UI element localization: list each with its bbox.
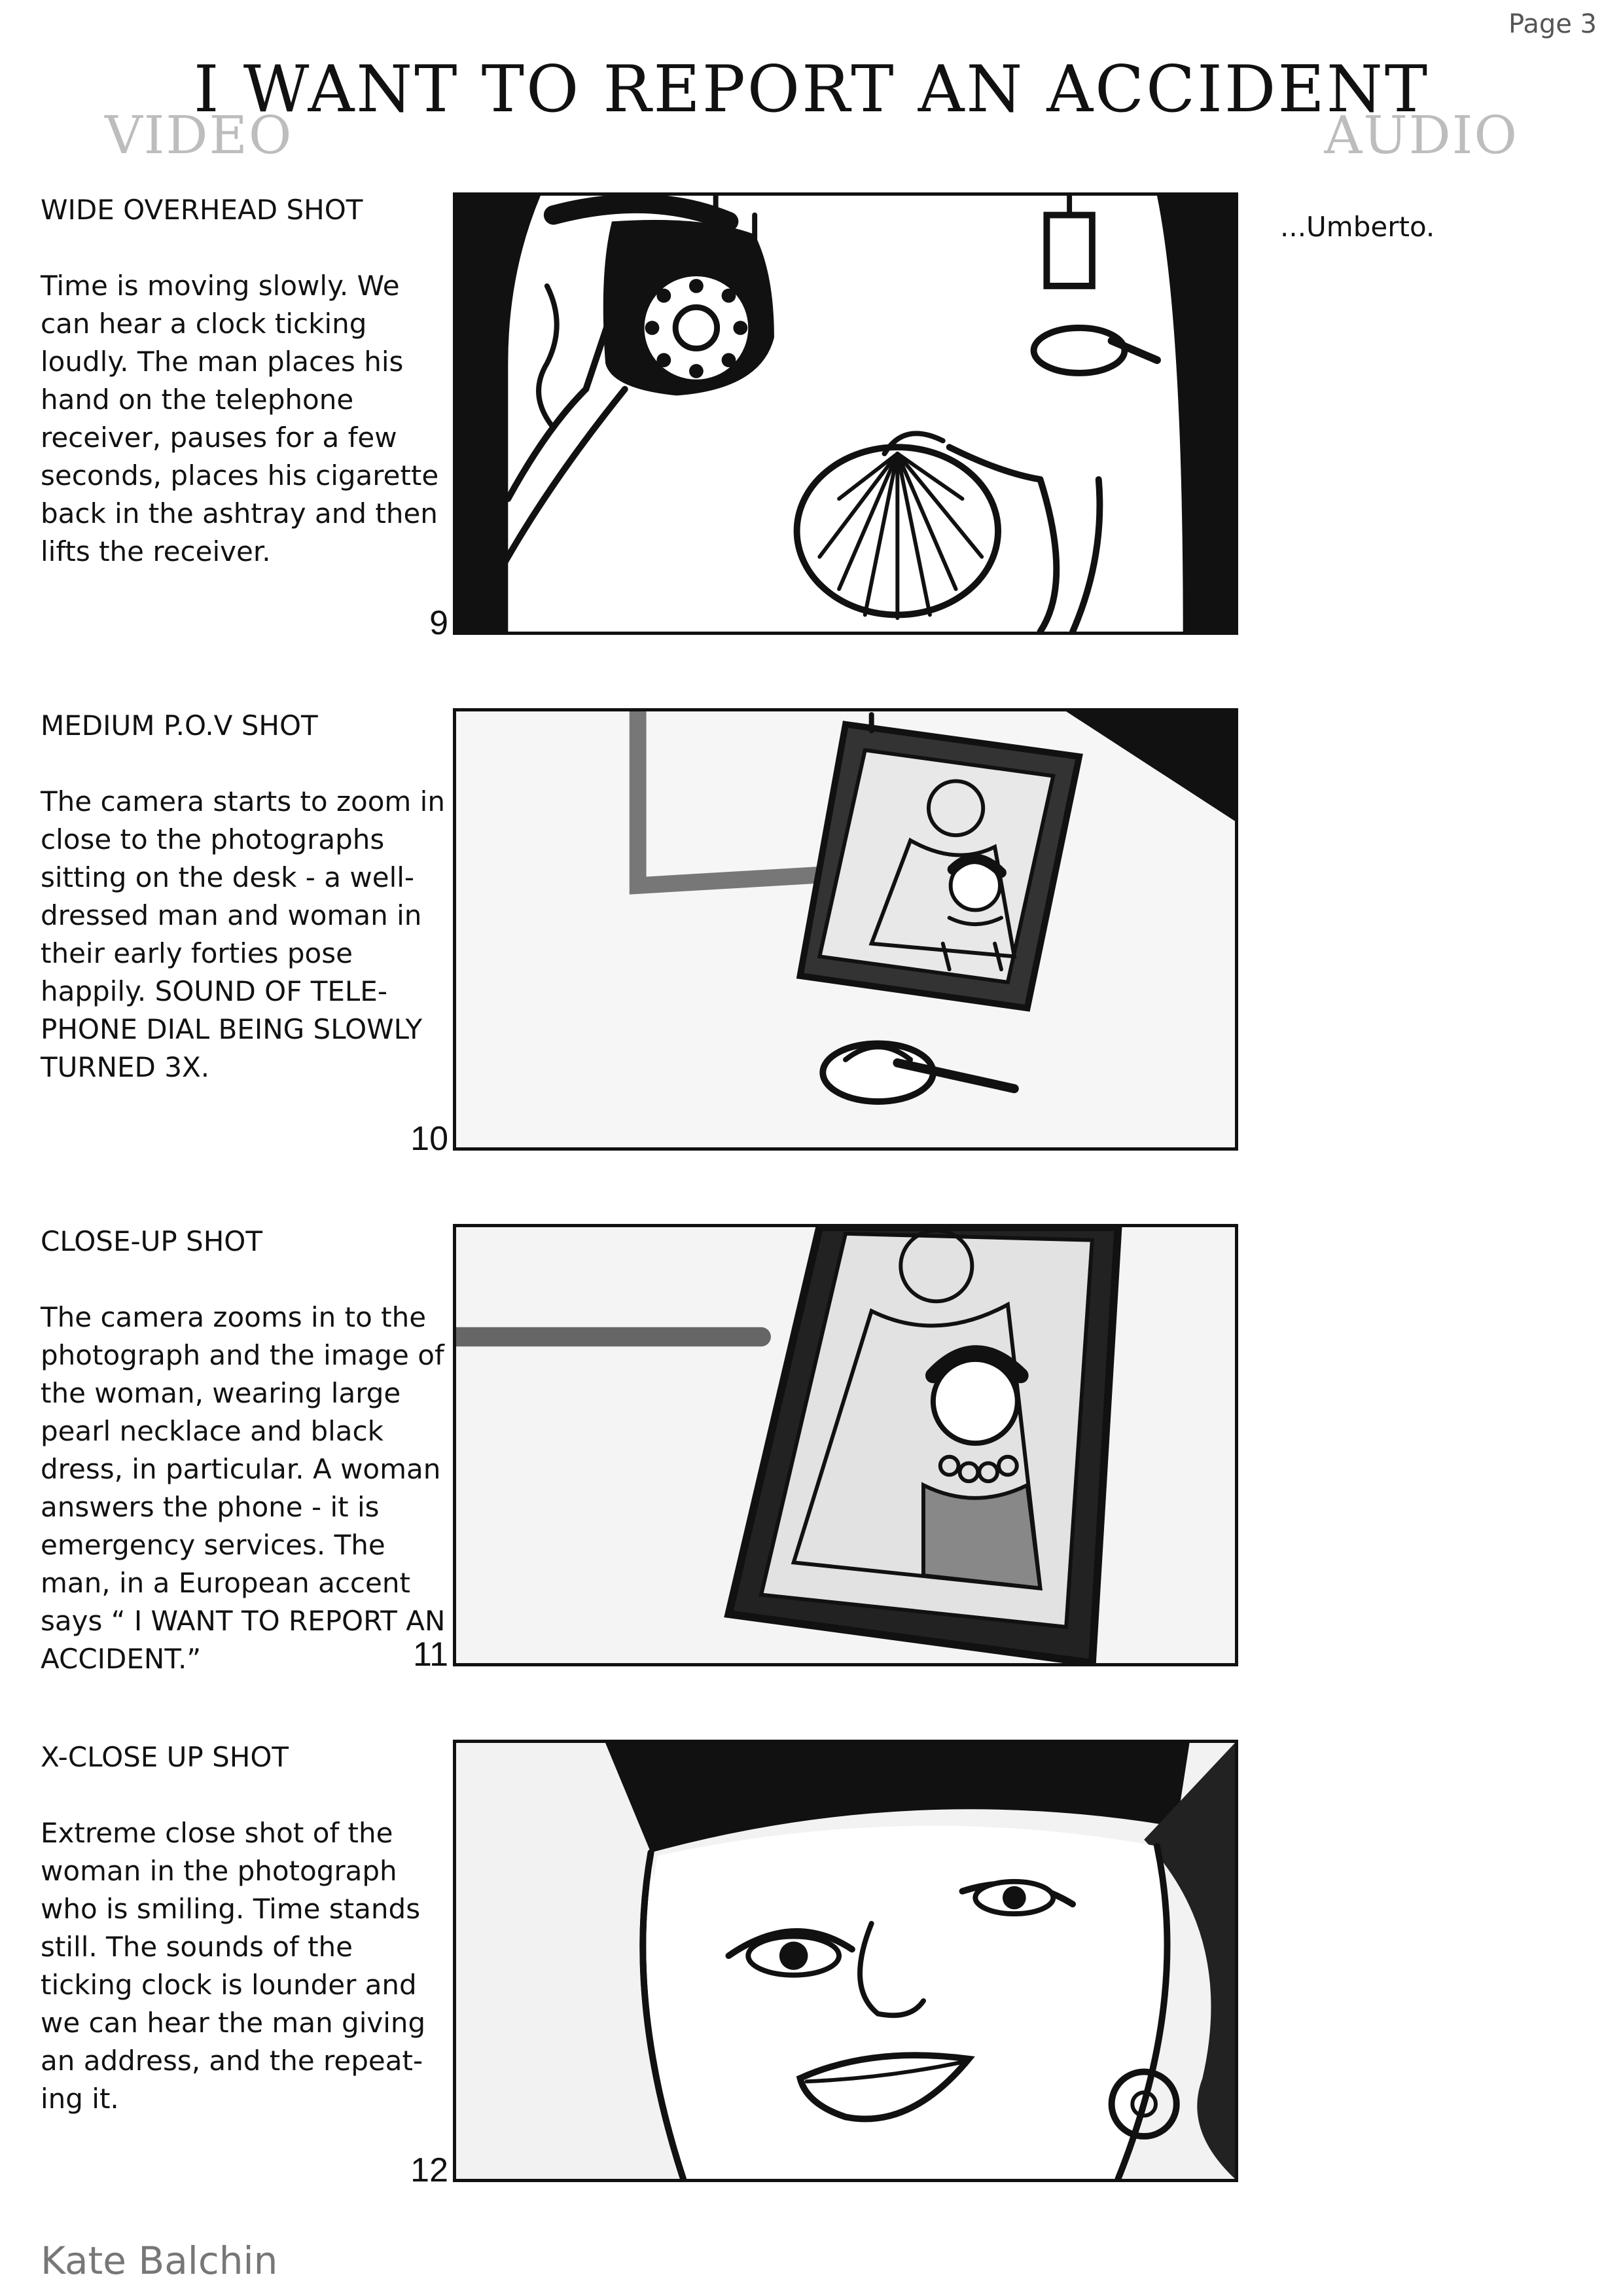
- shot-description: Time is moving slowly. We can hear a clock ticking loudly. The man places his hand on the telephone receiver, pauses for a few seconds, places his cigarette back in the ashtray and then lifts the receiver.: [41, 270, 439, 567]
- panel-sketch-photo-on-desk: [453, 708, 1238, 1151]
- storyboard-title: I WANT TO REPORT AN ACCIDENT: [193, 52, 1430, 127]
- panel-number: 9: [429, 604, 448, 642]
- shot-type: CLOSE-UP SHOT: [41, 1225, 263, 1257]
- author-credit: Kate Balchin: [41, 2238, 278, 2283]
- storyboard-panel-9: [0, 191, 1623, 643]
- panel-sketch-overhead-telephone: [453, 192, 1238, 635]
- panel-number: 12: [410, 2151, 448, 2189]
- audio-column-label: AUDIO: [1324, 105, 1518, 166]
- panel-sketch-woman-face: [453, 1740, 1238, 2182]
- audio-cue: ...Umberto.: [1280, 211, 1435, 243]
- shot-type: X-CLOSE UP SHOT: [41, 1741, 289, 1773]
- storyboard-panel-11: [0, 1223, 1623, 1674]
- shot-description: The camera zooms in to the photograph and the image of the woman, wearing large pearl necklace and black dress, in particular. A woman answers the phone - it is emergency services. The man, in a European accent says “ I WANT TO REPORT AN ACCIDENT.”: [41, 1301, 446, 1675]
- shot-type: WIDE OVERHEAD SHOT: [41, 194, 363, 226]
- panel-number: 10: [410, 1120, 448, 1158]
- panel-number: 11: [413, 1636, 448, 1674]
- shot-description: Extreme close shot of the woman in the photograph who is smiling. Time stands still. The sounds of the ticking clock is lounder and we can hear the man giving an address, and the repeat-ing it.: [41, 1817, 426, 2115]
- panel-sketch-photo-closeup: [453, 1224, 1238, 1666]
- storyboard-panel-10: [0, 707, 1623, 1158]
- shot-description: The camera starts to zoom in close to the photographs sitting on the desk - a well-dressed man and woman in their early forties pose happily. SOUND OF TELE-PHONE DIAL BEING SLOWLY TURNED 3X.: [41, 785, 445, 1083]
- shot-type: MEDIUM P.O.V SHOT: [41, 709, 318, 742]
- video-column-label: VIDEO: [105, 105, 293, 166]
- page-number: Page 3: [1508, 9, 1597, 39]
- storyboard-panel-12: [0, 1738, 1623, 2190]
